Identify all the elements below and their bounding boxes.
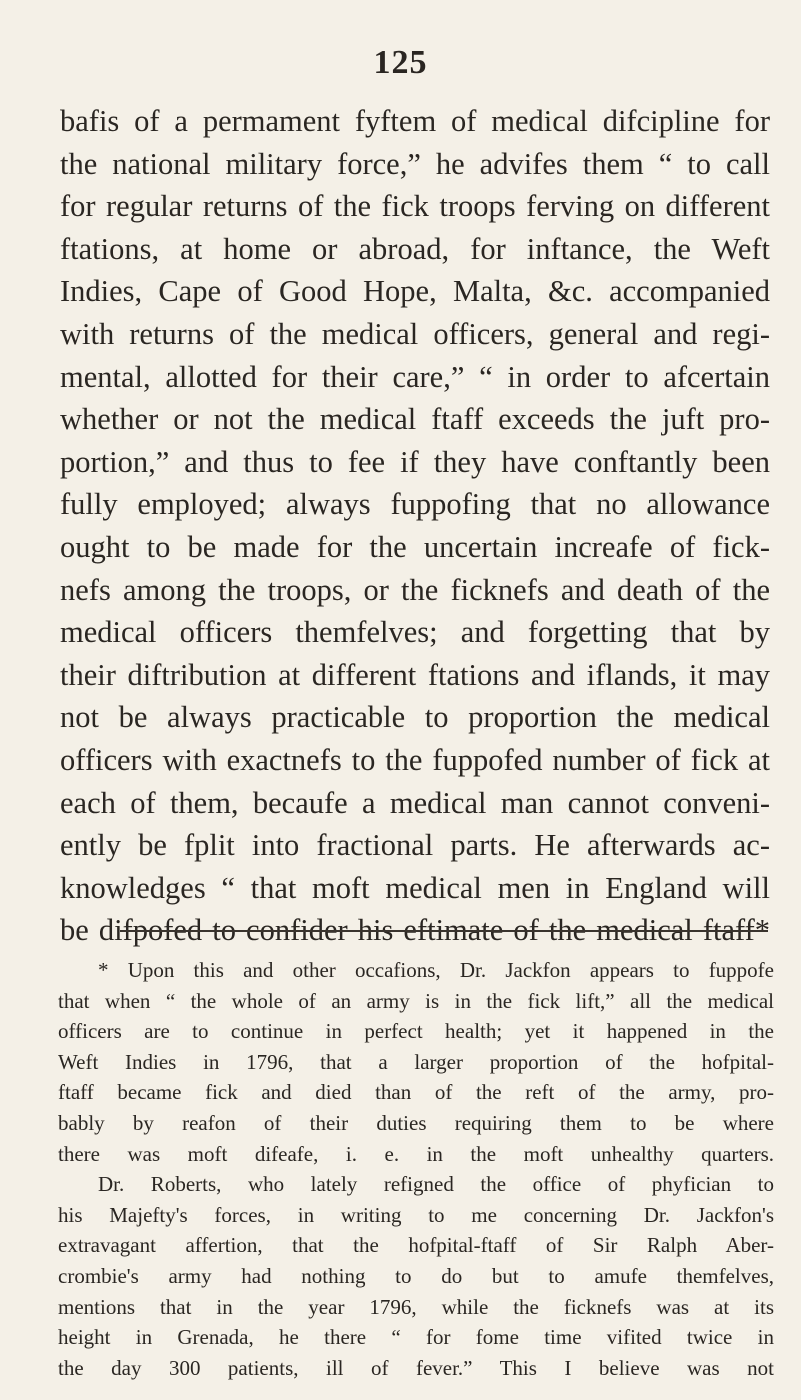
body-line: for regular returns of the fick troops ferving on different [60,189,770,224]
footnote-line: the day 300 patients, ill of fever.” This I believe was not [58,1355,774,1380]
body-line: bafis of a permament fyftem of medical difcipline for [60,104,770,138]
body-line: knowledges “ that moft medical men in England will [60,870,770,905]
body-line: their diftribution at different ftations and iflands, it may [60,657,770,692]
body-line: the national military force,” he advifes them “ to call [60,146,770,181]
footnote-divider [120,930,768,932]
body-line: officers with exactnefs to the fuppofed number of fick at [60,742,770,777]
body-line: nefs among the troops, or the ficknefs and death of the [60,572,770,607]
footnote-line: height in Grenada, he there “ for fome time vifited twice in [58,1325,774,1350]
footnote-line: crombie's army had nothing to do but to amufe themfelves, [58,1263,774,1288]
footnote-line: there was moft difeafe, i. e. in the moft unhealthy quarters. [58,1141,774,1166]
footnote-line: mentions that in the year 1796, while the ficknefs was at its [58,1294,774,1319]
body-line: with returns of the medical officers, general and regi- [60,316,770,351]
body-line: each of them, becaufe a medical man cannot conveni- [60,785,770,820]
body-line: not be always practicable to proportion the medical [60,700,770,735]
footnote-line: officers are to continue in perfect health; yet it happened in the [58,1019,774,1044]
footnote-line: extravagant affertion, that the hofpital-ftaff of Sir Ralph Aber- [58,1233,774,1258]
body-line: ftations, at home or abroad, for inftance, the Weft [60,231,770,266]
footnote-line: that when “ the whole of an army is in the fick lift,” all the medical [58,988,774,1013]
footnote-line: Weft Indies in 1796, that a larger proportion of the hofpital- [58,1049,774,1074]
body-line: fully employed; always fuppofing that no allowance [60,487,770,522]
body-line: ought to be made for the uncertain increafe of fick- [60,529,770,564]
footnote-line: his Majefty's forces, in writing to me concerning Dr. Jackfon's [58,1202,774,1227]
body-line: be difpofed to confider his eftimate of the medical ftaff* [60,913,770,948]
footnote [58,955,774,1383]
body-line: Indies, Cape of Good Hope, Malta, &c. accompanied [60,274,770,309]
body-line: whether or not the medical ftaff exceeds the juft pro- [60,402,770,437]
page-number: 125 [373,44,428,81]
body-line: medical officers themfelves; and forgetting that by [60,615,770,650]
footnote-line: ftaff became fick and died than of the reft of the army, pro- [58,1080,774,1105]
footnote-line: bably by reafon of their duties requiring them to be where [58,1110,774,1135]
body-line: mental, allotted for their care,” “ in order to afcertain [60,359,770,394]
body-text [60,100,770,952]
body-line: ently be fplit into fractional parts. He afterwards ac- [60,828,770,863]
footnote-line: * Upon this and other occafions, Dr. Jackfon appears to fuppofe [98,958,774,982]
footnote-line: Dr. Roberts, who lately refigned the office of phyfician to [98,1172,774,1197]
body-line: portion,” and thus to fee if they have conftantly been [60,444,770,479]
